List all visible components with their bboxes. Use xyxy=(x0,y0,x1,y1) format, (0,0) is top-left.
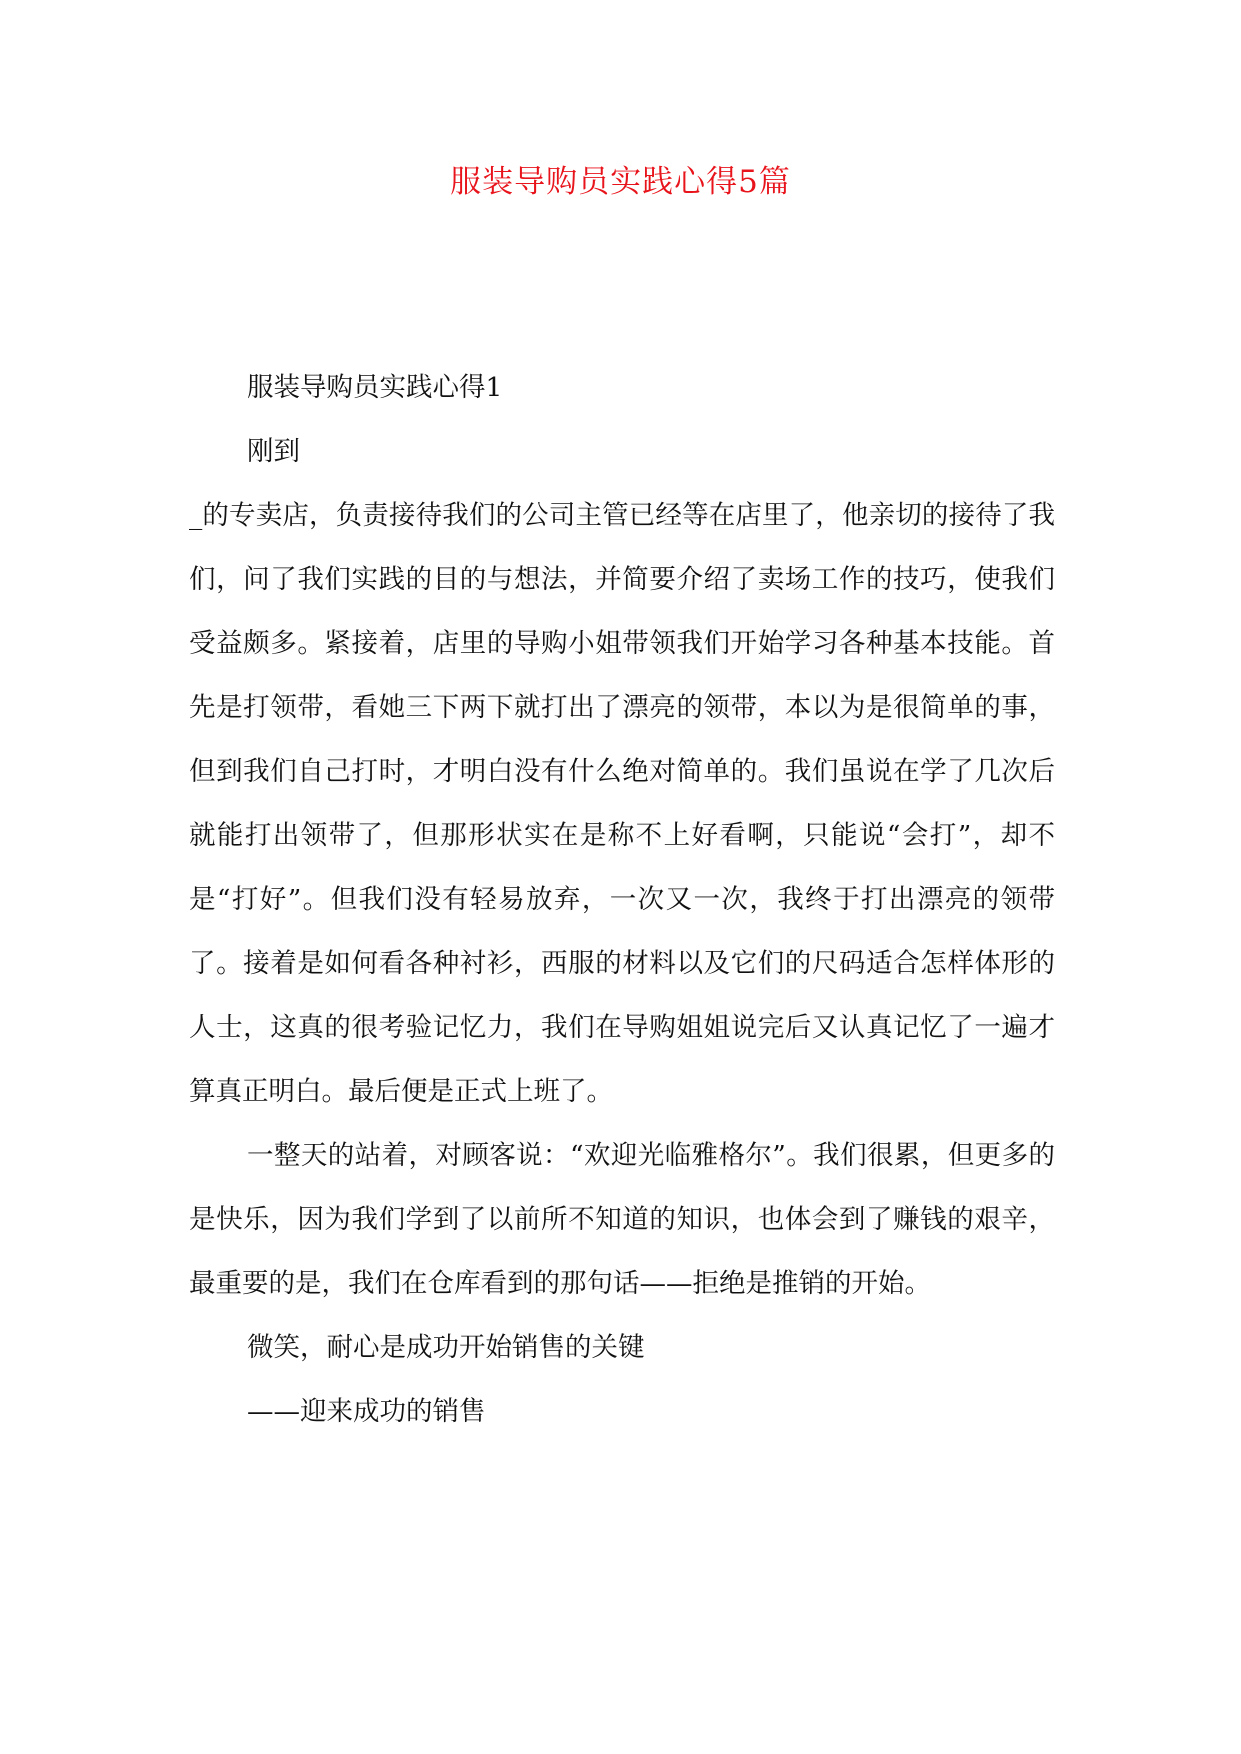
document-title: 服装导购员实践心得5篇 xyxy=(450,164,791,200)
paragraph: 刚到 xyxy=(247,436,300,467)
document-body xyxy=(189,356,1055,1444)
paragraph: _的专卖店，负责接待我们的公司主管已经等在店里了，他亲切的接待了我们，问了我们实践的目的与想法，并简要介绍了卖场工作的技巧，使我们受益颇多。紧接着，店里的导购小姐带领我们开始学习各种基本技能。首先是打领带，看她三下两下就打出了漂亮的领带，本以为是很简单的事，但到我们自己打时，才明白没有什么绝对简单的。我们虽说在学了几次后就能打出领带了，但那形状实在是称不上好看啊，只能说“会打”，却不是“打好”。但我们没有轻易放弃，一次又一次，我终于打出漂亮的领带了。接着是如何看各种衬衫，西服的材料以及它们的尺码适合怎样体形的人士，这真的很考验记忆力，我们在导购姐姐说完后又认真记忆了一遍才算真正明白。最后便是正式上班了。 xyxy=(189,500,1055,1107)
section-heading: 服装导购员实践心得1 xyxy=(247,372,503,403)
paragraph: ——迎来成功的销售 xyxy=(247,1396,486,1427)
paragraph: 一整天的站着，对顾客说：“欢迎光临雅格尔”。我们很累，但更多的是快乐，因为我们学到了以前所不知道的知识，也体会到了赚钱的艰辛，最重要的是，我们在仓库看到的那句话——拒绝是推销的开始。 xyxy=(189,1140,1055,1299)
paragraph: 微笑，耐心是成功开始销售的关键 xyxy=(247,1332,645,1363)
